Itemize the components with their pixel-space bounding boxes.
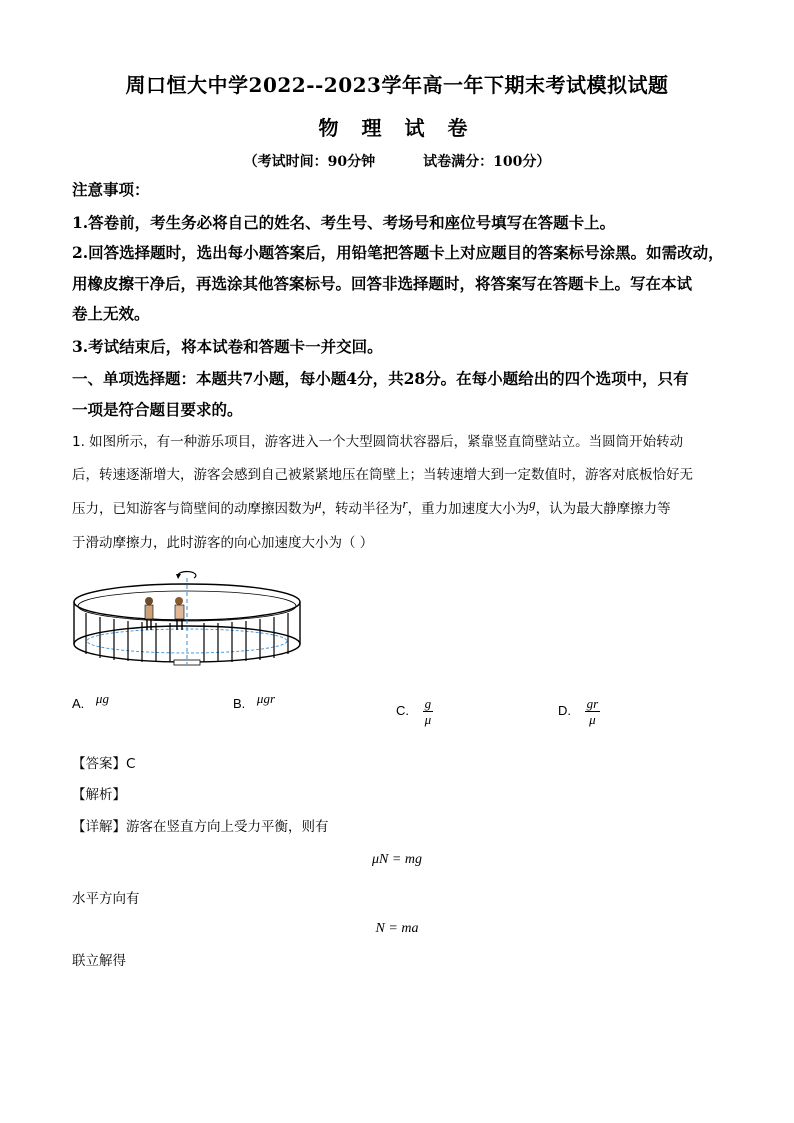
- visitor-left-icon: [145, 597, 153, 630]
- question1-line4: 于滑动摩擦力，此时游客的向心加速度大小为（ ）: [72, 535, 374, 551]
- section-heading-line2: 一项是符合题目要求的。: [72, 400, 243, 419]
- equation-2: N = ma: [375, 921, 419, 936]
- note-item: 2.回答选择题时，选出每小题答案后，用铅笔把答题卡上对应题目的答案标号涂黑。如需改动，: [72, 243, 724, 262]
- option-a: A. μg: [72, 691, 109, 711]
- question1-line1: 1. 如图所示，有一种游乐项目，游客进入一个大型圆筒状容器后，紧靠竖直筒壁站立。当圆筒开始转动: [72, 434, 684, 450]
- option-b: B. μgr: [233, 691, 276, 711]
- notes-heading: 注意事项：: [72, 180, 150, 199]
- g-symbol: g: [529, 496, 536, 511]
- note-item: 卷上无效。: [72, 304, 150, 323]
- note-item: 用橡皮擦干净后，再选涂其他答案标号。回答非选择题时，将答案写在答题卡上。写在本试: [72, 274, 693, 293]
- question1-line3: 压力，已知游客与筒壁间的动摩擦因数为μ，转动半径为r，重力加速度大小为g，认为最大静摩擦力等: [72, 496, 671, 517]
- exam-score: 试卷满分：100分）: [423, 154, 551, 170]
- answer-value: C: [126, 756, 136, 772]
- analysis-tag: 【解析】: [72, 787, 126, 803]
- section-heading-line1: 一、单项选择题：本题共7小题，每小题4分，共28分。在每小题给出的四个选项中，只有: [72, 369, 689, 388]
- exam-time: （考试时间：90分钟: [243, 154, 376, 170]
- note-item: 3.考试结束后，将本试卷和答题卡一并交回。: [72, 337, 383, 356]
- horizontal-text: 水平方向有: [72, 891, 140, 907]
- exam-info: [0, 151, 794, 171]
- note-item: 1.答卷前，考生务必将自己的姓名、考生号、考场号和座位号填写在答题卡上。: [72, 213, 616, 232]
- question1-line2: 后，转速逐渐增大，游客会感到自己被紧紧地压在筒壁上；当转速增大到一定数值时，游客对底板恰好无: [72, 467, 693, 483]
- combine-text: 联立解得: [72, 953, 126, 969]
- visitor-right-icon: [175, 597, 184, 630]
- detail-line: 【详解】游客在竖直方向上受力平衡，则有: [72, 819, 329, 835]
- rotating-cylinder-figure: [72, 566, 322, 666]
- option-c: C. $\frac{g}{\mu}$: [396, 696, 432, 727]
- r-symbol: r: [402, 496, 408, 511]
- fraction: $\frac{gr}{\mu}$: [586, 696, 599, 727]
- mu-symbol: μ: [315, 496, 322, 511]
- option-d: D. $\frac{gr}{\mu}$: [558, 696, 599, 727]
- fraction: $\frac{g}{\mu}$: [424, 696, 432, 727]
- answer-line: 【答案】C: [72, 756, 136, 772]
- exam-subtitle: 物 理 试 卷: [318, 116, 476, 140]
- equation-1: μN = mg: [372, 852, 422, 867]
- exam-title: 周口恒大中学2022--2023学年高一年下期末考试模拟试题: [125, 73, 669, 97]
